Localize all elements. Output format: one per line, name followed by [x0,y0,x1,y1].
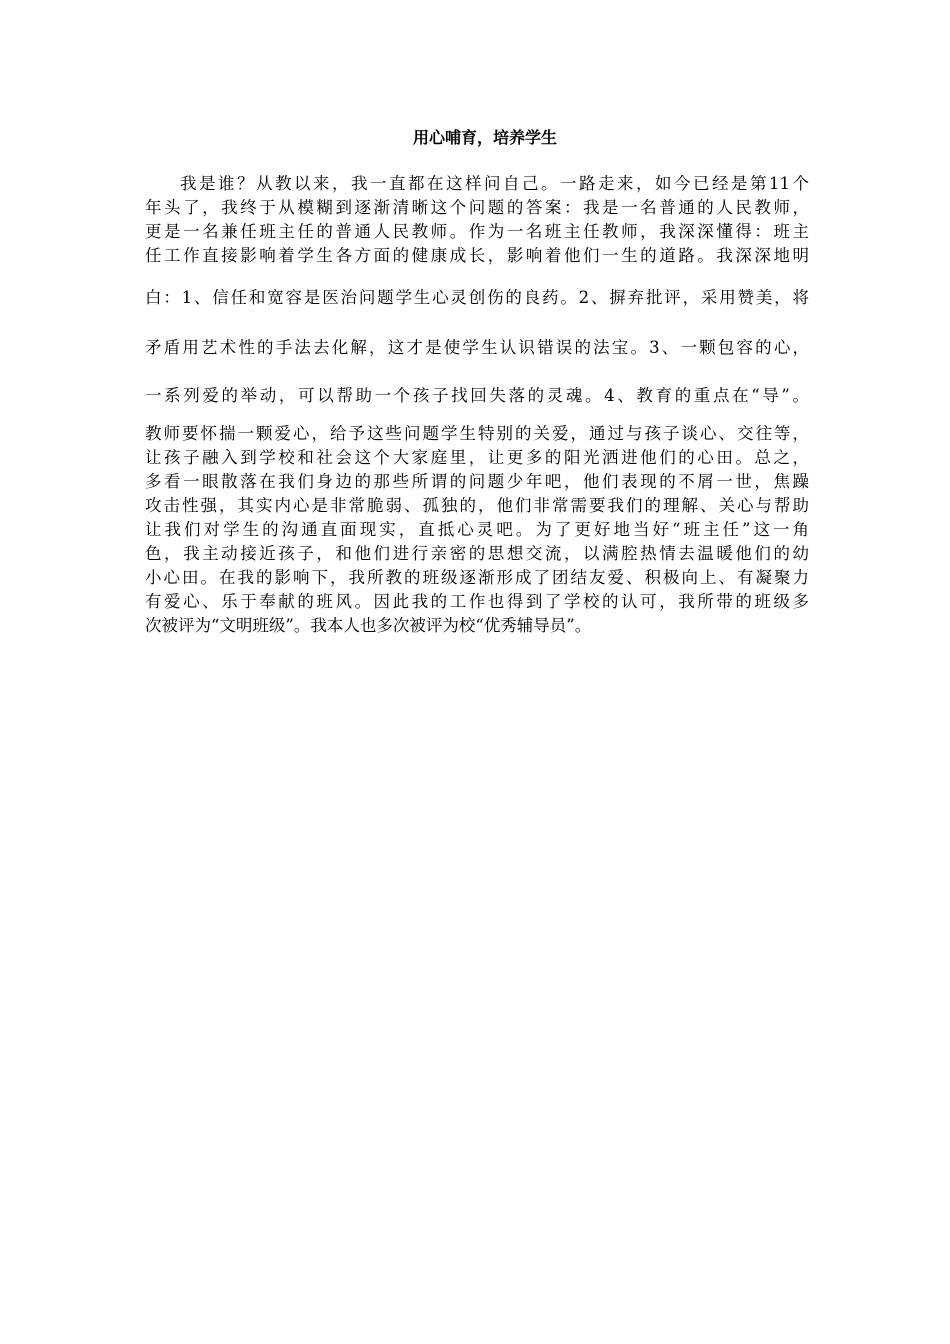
text-line: 让孩子融入到学校和社会这个大家庭里，让更多的阳光洒进他们的心田。总之， [145,448,809,467]
text-line: 我是谁？从教以来，我一直都在这样问自己。一路走来，如今已经是第11个 [180,174,809,193]
text-line: 任工作直接影响着学生各方面的健康成长，影响着他们一生的道路。我深深地明 [145,246,809,265]
text-line: 小心田。在我的影响下，我所教的班级逐渐形成了团结友爱、积极向上、有凝聚力 [145,568,809,587]
text-line: 次被评为“文明班级”。我本人也多次被评为校“优秀辅导员”。 [145,616,592,635]
text-line: 攻击性强，其实内心是非常脆弱、孤独的，他们非常需要我们的理解、关心与帮助 [145,496,809,515]
text-line: 有爱心、乐于奉献的班风。因此我的工作也得到了学校的认可，我所带的班级多 [145,592,809,611]
text-line: 更是一名兼任班主任的普通人民教师。作为一名班主任教师，我深深懂得：班主 [145,222,809,241]
text-line: 一系列爱的举动，可以帮助一个孩子找回失落的灵魂。4、教育的重点在“导”。 [145,386,809,405]
text-line: 白：1、信任和宽容是医治问题学生心灵创伤的良药。2、摒弃批评，采用赞美，将 [145,288,809,307]
text-line: 年头了，我终于从模糊到逐渐清晰这个问题的答案：我是一名普通的人民教师， [145,198,809,217]
text-line: 让我们对学生的沟通直面现实，直抵心灵吧。为了更好地当好“班主任”这一角 [145,520,809,539]
text-line: 教师要怀揣一颗爱心，给予这些问题学生特别的关爱，通过与孩子谈心、交往等， [145,424,809,443]
text-line: 色，我主动接近孩子，和他们进行亲密的思想交流，以满腔热情去温暖他们的幼 [145,544,809,563]
document-title: 用心哺育，培养学生 [412,128,557,147]
text-line: 矛盾用艺术性的手法去化解，这才是使学生认识错误的法宝。3、一颗包容的心， [145,338,809,357]
text-line: 多看一眼散落在我们身边的那些所谓的问题少年吧，他们表现的不屑一世，焦躁 [145,472,809,491]
